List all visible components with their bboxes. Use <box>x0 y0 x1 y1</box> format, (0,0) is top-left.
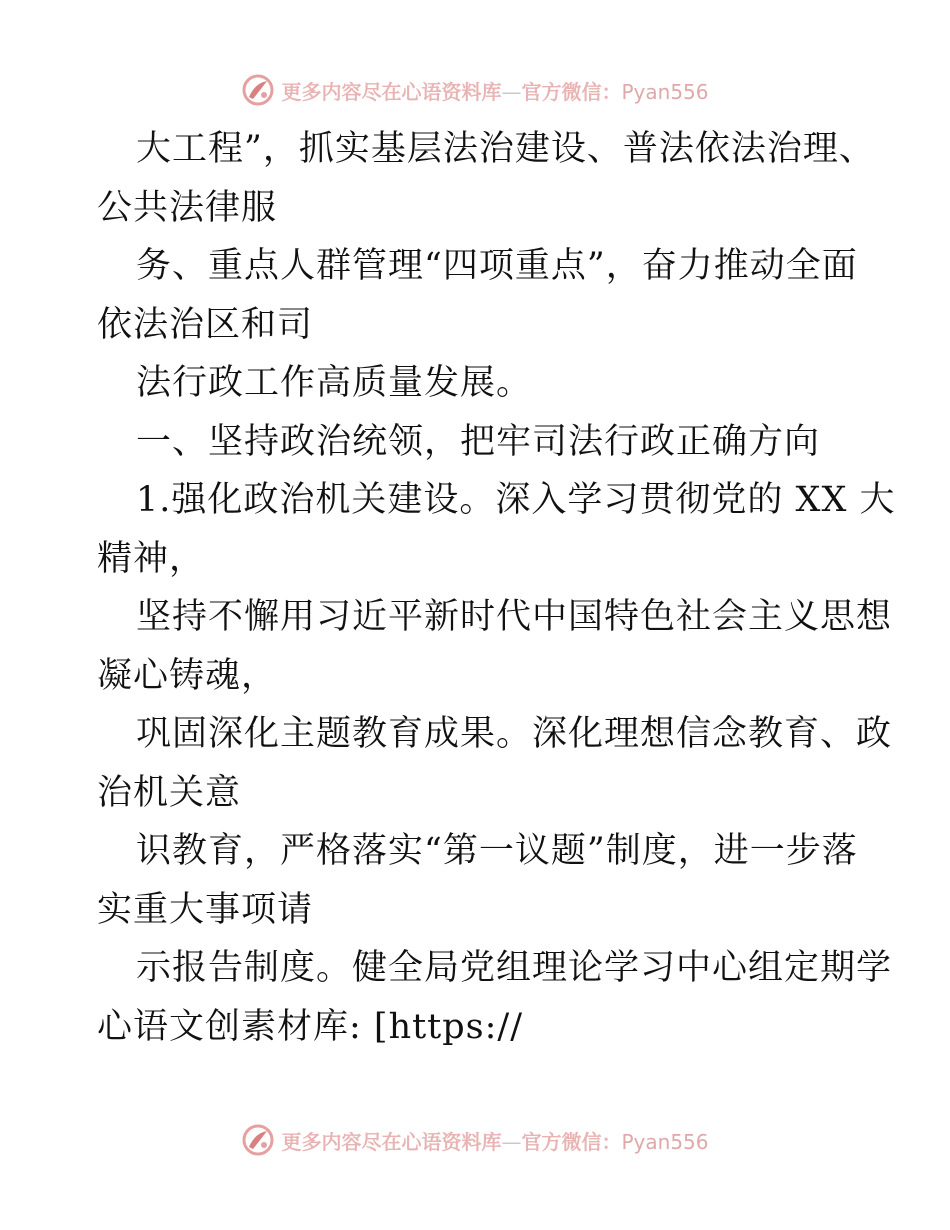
section-heading: 一、坚持政治统领，把牢司法行政正确方向 <box>136 421 821 462</box>
watermark-text: 更多内容尽在心语资料库—官方微信：Pyan556 <box>281 79 709 104</box>
text-line: 巩固深化主题教育成果。深化理想信念教育、政 <box>136 714 893 754</box>
text-line: 务、重点人群管理“四项重点”，奋力推动全面 <box>136 246 858 286</box>
text-line: 1.强化政治机关建设。深入学习贯彻党的 XX 大 <box>136 480 896 520</box>
text-line: 坚持不懈用习近平新时代中国特色社会主义思想 <box>136 597 893 637</box>
text-line: 公共法律服 <box>97 187 278 228</box>
wechat-id: Pyan556 <box>621 1129 709 1154</box>
text-line: 实重大事项请 <box>97 889 314 930</box>
document-body <box>97 120 896 1056</box>
wechat-id: Pyan556 <box>621 79 709 104</box>
text-line: 示报告制度。健全局党组理论学习中心组定期学 <box>136 948 893 988</box>
text-line: 心语文创素材库: [https:// <box>97 1006 523 1047</box>
brush-stroke-icon <box>241 73 275 107</box>
header-watermark <box>0 70 950 110</box>
watermark-text: 更多内容尽在心语资料库—官方微信：Pyan556 <box>281 1129 709 1154</box>
text-line: 法行政工作高质量发展。 <box>136 363 533 403</box>
footer-watermark <box>0 1120 950 1160</box>
text-line: 精神， <box>97 538 206 579</box>
text-line: 凝心铸魂， <box>97 655 278 696</box>
text-line: 治机关意 <box>97 772 242 813</box>
text-line: 识教育，严格落实“第一议题”制度，进一步落 <box>136 831 858 871</box>
text-line: 依法治区和司 <box>97 304 314 345</box>
text-line: 大工程”，抓实基层法治建设、普法依法治理、 <box>136 129 875 169</box>
brush-stroke-icon <box>241 1123 275 1157</box>
